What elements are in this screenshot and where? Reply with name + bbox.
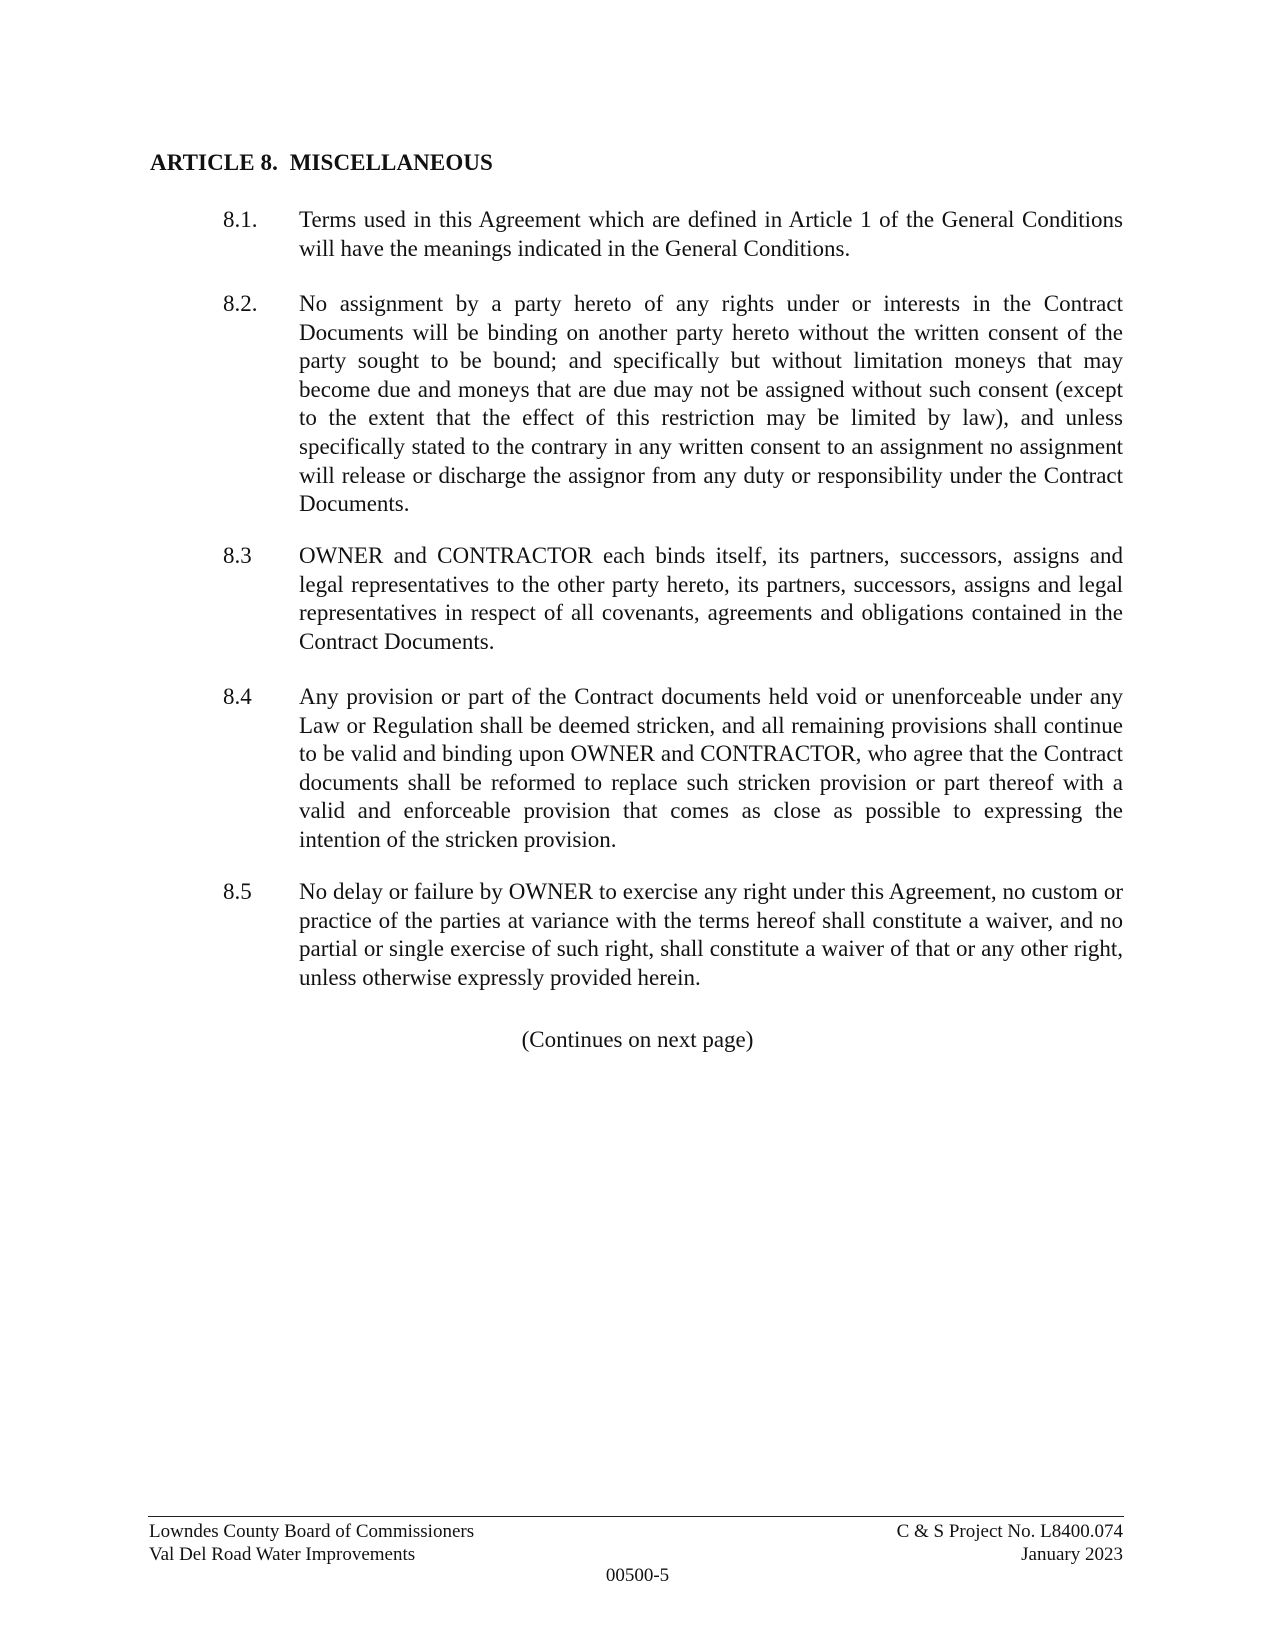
clause-text: No assignment by a party hereto of any rights under or interests in the Contract Documents will be binding on another party hereto without the written consent of the party sought to be bound; and specifically but without limitation moneys that may become due and moneys that are due may not be assigned without such consent (except to the extent that the effect of this restriction may be limited by law), and unless specifically stated to the contrary in any written consent to an assignment no assignment will release or discharge the assignor from any duty or responsibility under the Contract Documents. (299, 291, 1123, 517)
footer-left-line-1: Lowndes County Board of Commissioners (149, 1521, 475, 1542)
clause-number: 8.2. (223, 291, 258, 316)
continues-note: (Continues on next page) (521, 1027, 754, 1052)
clause-number: 8.1. (223, 207, 258, 232)
clause-text: Terms used in this Agreement which are defined in Article 1 of the General Conditions will have the meanings indicated in the General Conditions. (299, 207, 1123, 261)
article-heading: ARTICLE 8. MISCELLANEOUS (150, 150, 493, 175)
footer-right-line-1: C & S Project No. L8400.074 (896, 1521, 1123, 1542)
clause-number: 8.4 (223, 684, 252, 709)
clause-text: OWNER and CONTRACTOR each binds itself, its partners, successors, assigns and legal representatives to the other party hereto, its partners, successors, assigns and legal representatives in respect of all covenants, agreements and obligations contained in the Contract Documents. (299, 543, 1123, 654)
clause-number: 8.3 (223, 543, 252, 568)
footer-left-line-2: Val Del Road Water Improvements (149, 1544, 416, 1565)
clause-number: 8.5 (223, 879, 252, 904)
clause-text: No delay or failure by OWNER to exercise any right under this Agreement, no custom or practice of the parties at variance with the terms hereof shall constitute a waiver, and no partial or single exercise of such right, shall constitute a waiver of that or any other right, unless otherwise expressly provided herein. (299, 879, 1123, 990)
footer-divider (148, 1516, 1124, 1517)
page-number: 00500-5 (605, 1565, 670, 1586)
footer-right-line-2: January 2023 (1021, 1544, 1123, 1565)
clause-text: Any provision or part of the Contract documents held void or unenforceable under any Law or Regulation shall be deemed stricken, and all remaining provisions shall continue to be valid and binding upon OWNER and CONTRACTOR, who agree that the Contract documents shall be reformed to replace such stricken provision or part thereof with a valid and enforceable provision that comes as close as possible to expressing the intention of the stricken provision. (299, 684, 1123, 852)
